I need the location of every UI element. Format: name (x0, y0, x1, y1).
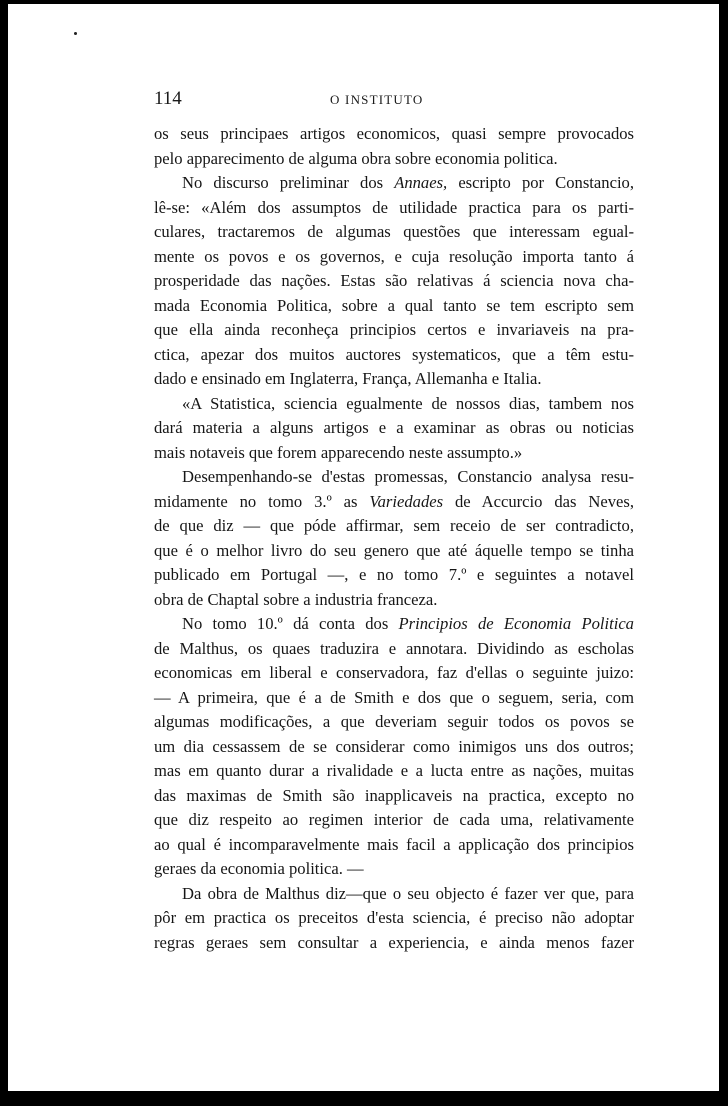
text-line: regras geraes sem consultar a experiencia, e ainda menos fazer (154, 932, 634, 952)
text-line: — A primeira, que é a de Smith e dos que o seguem, seria, com (154, 687, 634, 707)
text-line: «A Statistica, sciencia egualmente de nossos dias, tambem nos (182, 393, 634, 413)
italic-title-annaes: Annaes, (394, 173, 448, 192)
text-line: publicado em Portugal —, e no tomo 7.º e seguintes a notavel (154, 565, 634, 584)
text-line: de que diz — que póde affirmar, sem receio de ser contradicto, (154, 516, 634, 535)
text-line: economicas em liberal e conservadora, faz d'ellas o seguinte juizo: (154, 663, 634, 682)
text-line: mada Economia Politica, sobre a qual tanto se tem escripto sem (154, 295, 634, 315)
text-line: pelo apparecimento de alguma obra sobre economia politica. (154, 148, 558, 168)
book-page (8, 4, 719, 1091)
text-line: culares, tractaremos de algumas questões que interessam egual- (154, 222, 634, 241)
text-line: mais notaveis que forem apparecendo neste assumpto.» (154, 442, 523, 462)
text-line: que diz respeito ao regimen interior de cada uma, relativamente (154, 810, 634, 829)
text-line: obra de Chaptal sobre a industria franceza. (154, 589, 438, 609)
italic-title-principios: Principios de Economia Politica (398, 614, 634, 633)
text-line: No discurso preliminar dos Annaes, escripto por Constancio, (182, 173, 634, 192)
text-line: ctica, apezar dos muitos auctores systematicos, que a têm estu- (154, 344, 634, 364)
text-line: que ella ainda reconheça principios certos e invariaveis na pra- (154, 320, 634, 339)
text-line: mas em quanto durar a rivalidade e a lucta entre as nações, muitas (154, 761, 634, 780)
text-line: midamente no tomo 3.º as Variedades de Accurcio das Neves, (154, 491, 634, 511)
text-line: Desempenhando-se d'estas promessas, Constancio analysa resu- (182, 467, 634, 486)
text-line: dará materia a alguns artigos e a examinar as obras ou noticias (154, 418, 634, 437)
text-line: um dia cessassem de se considerar como inimigos uns dos outros; (154, 736, 634, 756)
text-line: ao qual é incomparavelmente mais facil a applicação dos principios (154, 834, 634, 854)
text-line: geraes da economia politica. — (154, 859, 364, 878)
text-line: Da obra de Malthus diz—que o seu objecto é fazer ver que, para (182, 883, 634, 903)
ink-speck (74, 32, 77, 35)
text-line: de Malthus, os quaes traduzira e annotara. Dividindo as escholas (154, 638, 634, 658)
italic-title-variedades: Variedades (369, 491, 444, 511)
page-header (154, 88, 634, 114)
text-line: dado e ensinado em Inglaterra, França, Allemanha e Italia. (154, 369, 542, 388)
body-text (154, 122, 634, 955)
text-line: mente os povos e os governos, e cuja resolução importa tanto á (154, 246, 634, 266)
text-line: pôr em practica os preceitos d'esta sciencia, é preciso não adoptar (154, 908, 634, 927)
running-head: O INSTITUTO (330, 92, 424, 107)
text-line: prosperidade das nações. Estas são relativas á sciencia nova cha- (154, 271, 634, 290)
text-line: lê-se: «Além dos assumptos de utilidade practica para os parti- (154, 197, 634, 217)
text-line: das maximas de Smith são inapplicaveis na practica, excepto no (154, 785, 634, 805)
text-line: os seus principaes artigos economicos, quasi sempre provocados (154, 124, 634, 143)
page-number: 114 (154, 88, 182, 109)
text-line: algumas modificações, a que deveriam seguir todos os povos se (154, 712, 634, 731)
text-line: que é o melhor livro do seu genero que até áquelle tempo se tinha (154, 540, 634, 560)
text-line: No tomo 10.º dá conta dos Principios de Economia Politica (182, 614, 634, 633)
